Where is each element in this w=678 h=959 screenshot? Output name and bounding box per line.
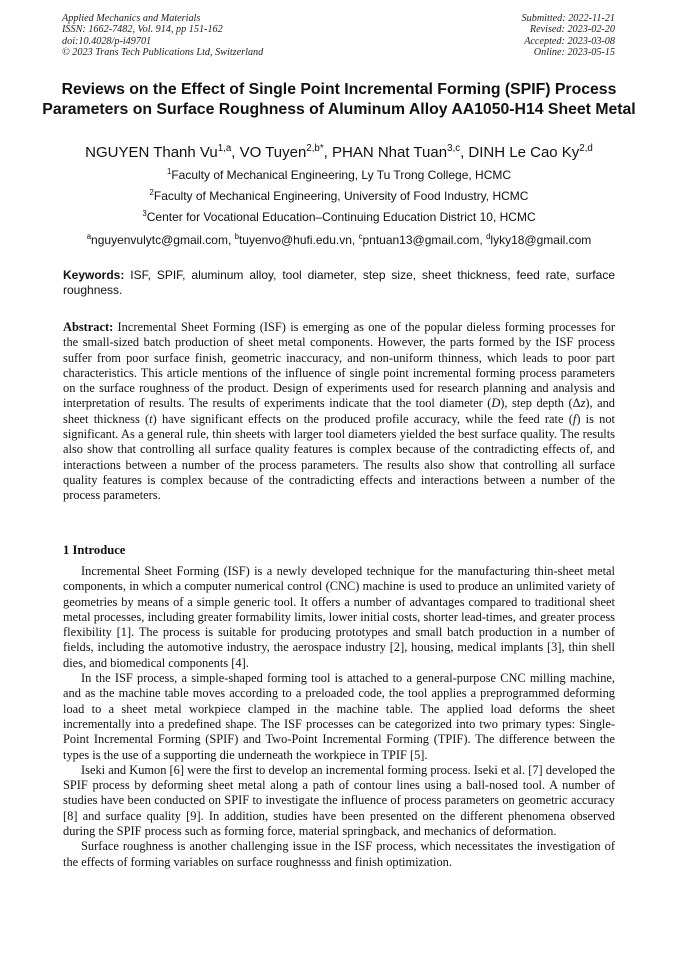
affiliation-2: $^2$Faculty of Mechanical Engineering, University of Food Industry, HCMC bbox=[149, 188, 529, 203]
submitted-date: Submitted: 2022-11-21 bbox=[521, 13, 615, 24]
paragraph: In the ISF process, a simple-shaped forming tool is attached to a general-purpose CNC milling machine, and as the machine table moves according to a preloaded code, the tool applies a preprogrammed deforming load to a sheet metal workpiece clamped in the machine table. The applied load deforms the sheet incrementally into a predefined shape. The ISF processes can be categorized into two primary types: Single-Point Incremental Forming (SPIF) and Two-Point Incremental Forming (TPIF). The difference between the types is the use of a supporting die underneath the workpiece in TPIF [5]. bbox=[63, 671, 615, 762]
affiliation-1: $^1$Faculty of Mechanical Engineering, Ly Tu Trong College, HCMC bbox=[166, 167, 512, 182]
affiliation-3: $^3$Center for Vocational Education–Continuing Education District 10, HCMC bbox=[142, 209, 536, 224]
doi-line: doi:10.4028/p-i49701 bbox=[62, 35, 152, 47]
paper-title: Reviews on the Effect of Single Point Incremental Forming (SPIF) Process Parameters on Surface Roughness of Aluminum Alloy AA1050-H14 Sheet Metal bbox=[42, 81, 636, 118]
introduction-body bbox=[63, 564, 615, 870]
paragraph: Iseki and Kumon [6] were the first to develop an incremental forming process. Iseki et al. [7] developed the SPIF process by deforming sheet metal along a path of contour lines using a ball-nosed tool. A number of studies have been conducted on SPIF to investigate the influence of process parameters on geometric accuracy [8] and surface quality [9]. In addition, studies have been presented on the different phenomena observed during the SPIF process such as forming force, material springback, and mechanics of deformation. bbox=[63, 762, 615, 839]
email-link[interactable]: tuyenvo@hufi.edu.vn bbox=[238, 233, 352, 247]
copyright-line: © 2023 Trans Tech Publications Ltd, Switzerland bbox=[62, 47, 264, 59]
journal-name: Applied Mechanics and Materials bbox=[62, 13, 201, 24]
issn-line: ISSN: 1662-7482, Vol. 914, pp 151-162 bbox=[62, 24, 223, 36]
abstract: Abstract: Incremental Sheet Forming (ISF) is emerging as one of the popular dieless forming processes for the small-sized batch production of sheet metal components. However, the parts formed by the ISF process suffer from poor surface finish, geometric inaccuracy, and non-uniform thinness, which leads to poor part characteristics. This article mentions of the influence of single point incremental forming process parameters on the surface roughness of the product. Design of experiments used for research planning and analysis and interpretation of results. The results of experiments indicate that the tool diameter (D), step depth (Δz), and sheet thickness (t) have significant effects on the produced profile accuracy, while the feed rate (f) is not significant. As a general rule, thin sheets with larger tool diameters yielded the best surface quality. The results also show that controlling all surface quality features is complex because of the contradicting effects of, and interactions between a number of the process parameters. The results also show that controlling all surface quality features is complex because of the contradicting effects and interactions between a number of the process parameters. bbox=[63, 320, 615, 503]
author-1: NGUYEN Thanh Vu$^{1,a}$, bbox=[85, 143, 240, 161]
paragraph: Incremental Sheet Forming (ISF) is a newly developed technique for the manufacturing thin-sheet metal components, in which a computer numerical control (CNC) machine is used to produce an unlimited variety of geometries by means of a simple generic tool. It offers a number of advantages compared to traditional sheet metal processes, including greater formability limits, lower initial costs, shorter lead-times, and greater process flexibility [1]. The process is suitable for producing prototypes and small batch production in a number of fields, including the automotive industry, the aerospace industry [2], housing, medical implants [3], thin shell dies, and biomedical components [4]. bbox=[63, 564, 615, 670]
publication-dates bbox=[522, 13, 615, 59]
email-link[interactable]: pntuan13@gmail.com bbox=[362, 233, 480, 247]
online-date: Online: 2023-05-15 bbox=[533, 47, 615, 59]
journal-info bbox=[62, 13, 263, 59]
revised-date: Revised: 2023-02-20 bbox=[529, 24, 615, 36]
paragraph: Surface roughness is another challenging issue in the ISF process, which necessitates the investigation of the effects of forming variables on surface roughnesss and finish optimization. bbox=[63, 839, 615, 869]
keywords-text: ISF, SPIF, aluminum alloy, tool diameter, step size, sheet thickness, feed rate, surface roughness. bbox=[63, 268, 615, 297]
email-link[interactable]: nguyenvulytc@gmail.com bbox=[91, 233, 228, 247]
section-heading: 1 Introduce bbox=[63, 543, 126, 557]
author-2: VO Tuyen$^{2,b*}$, bbox=[239, 143, 332, 161]
author-4: DINH Le Cao Ky$^{2,d}$ bbox=[468, 143, 593, 161]
email-link[interactable]: lyky18@gmail.com bbox=[490, 233, 592, 247]
author-list bbox=[20, 143, 658, 163]
author-3: PHAN Nhat Tuan$^{3,c}$, bbox=[332, 143, 469, 161]
accepted-date: Accepted: 2023-03-08 bbox=[524, 35, 615, 47]
abstract-label: Abstract: bbox=[63, 320, 114, 334]
keywords-label: Keywords: bbox=[63, 268, 125, 282]
email-list: $^a$nguyenvulytc@gmail.com, $^b$tuyenvo@hufi.edu.vn, $^c$pntuan13@gmail.com, $^d$lyky18@gmail.com bbox=[86, 232, 592, 247]
keywords bbox=[63, 268, 615, 298]
